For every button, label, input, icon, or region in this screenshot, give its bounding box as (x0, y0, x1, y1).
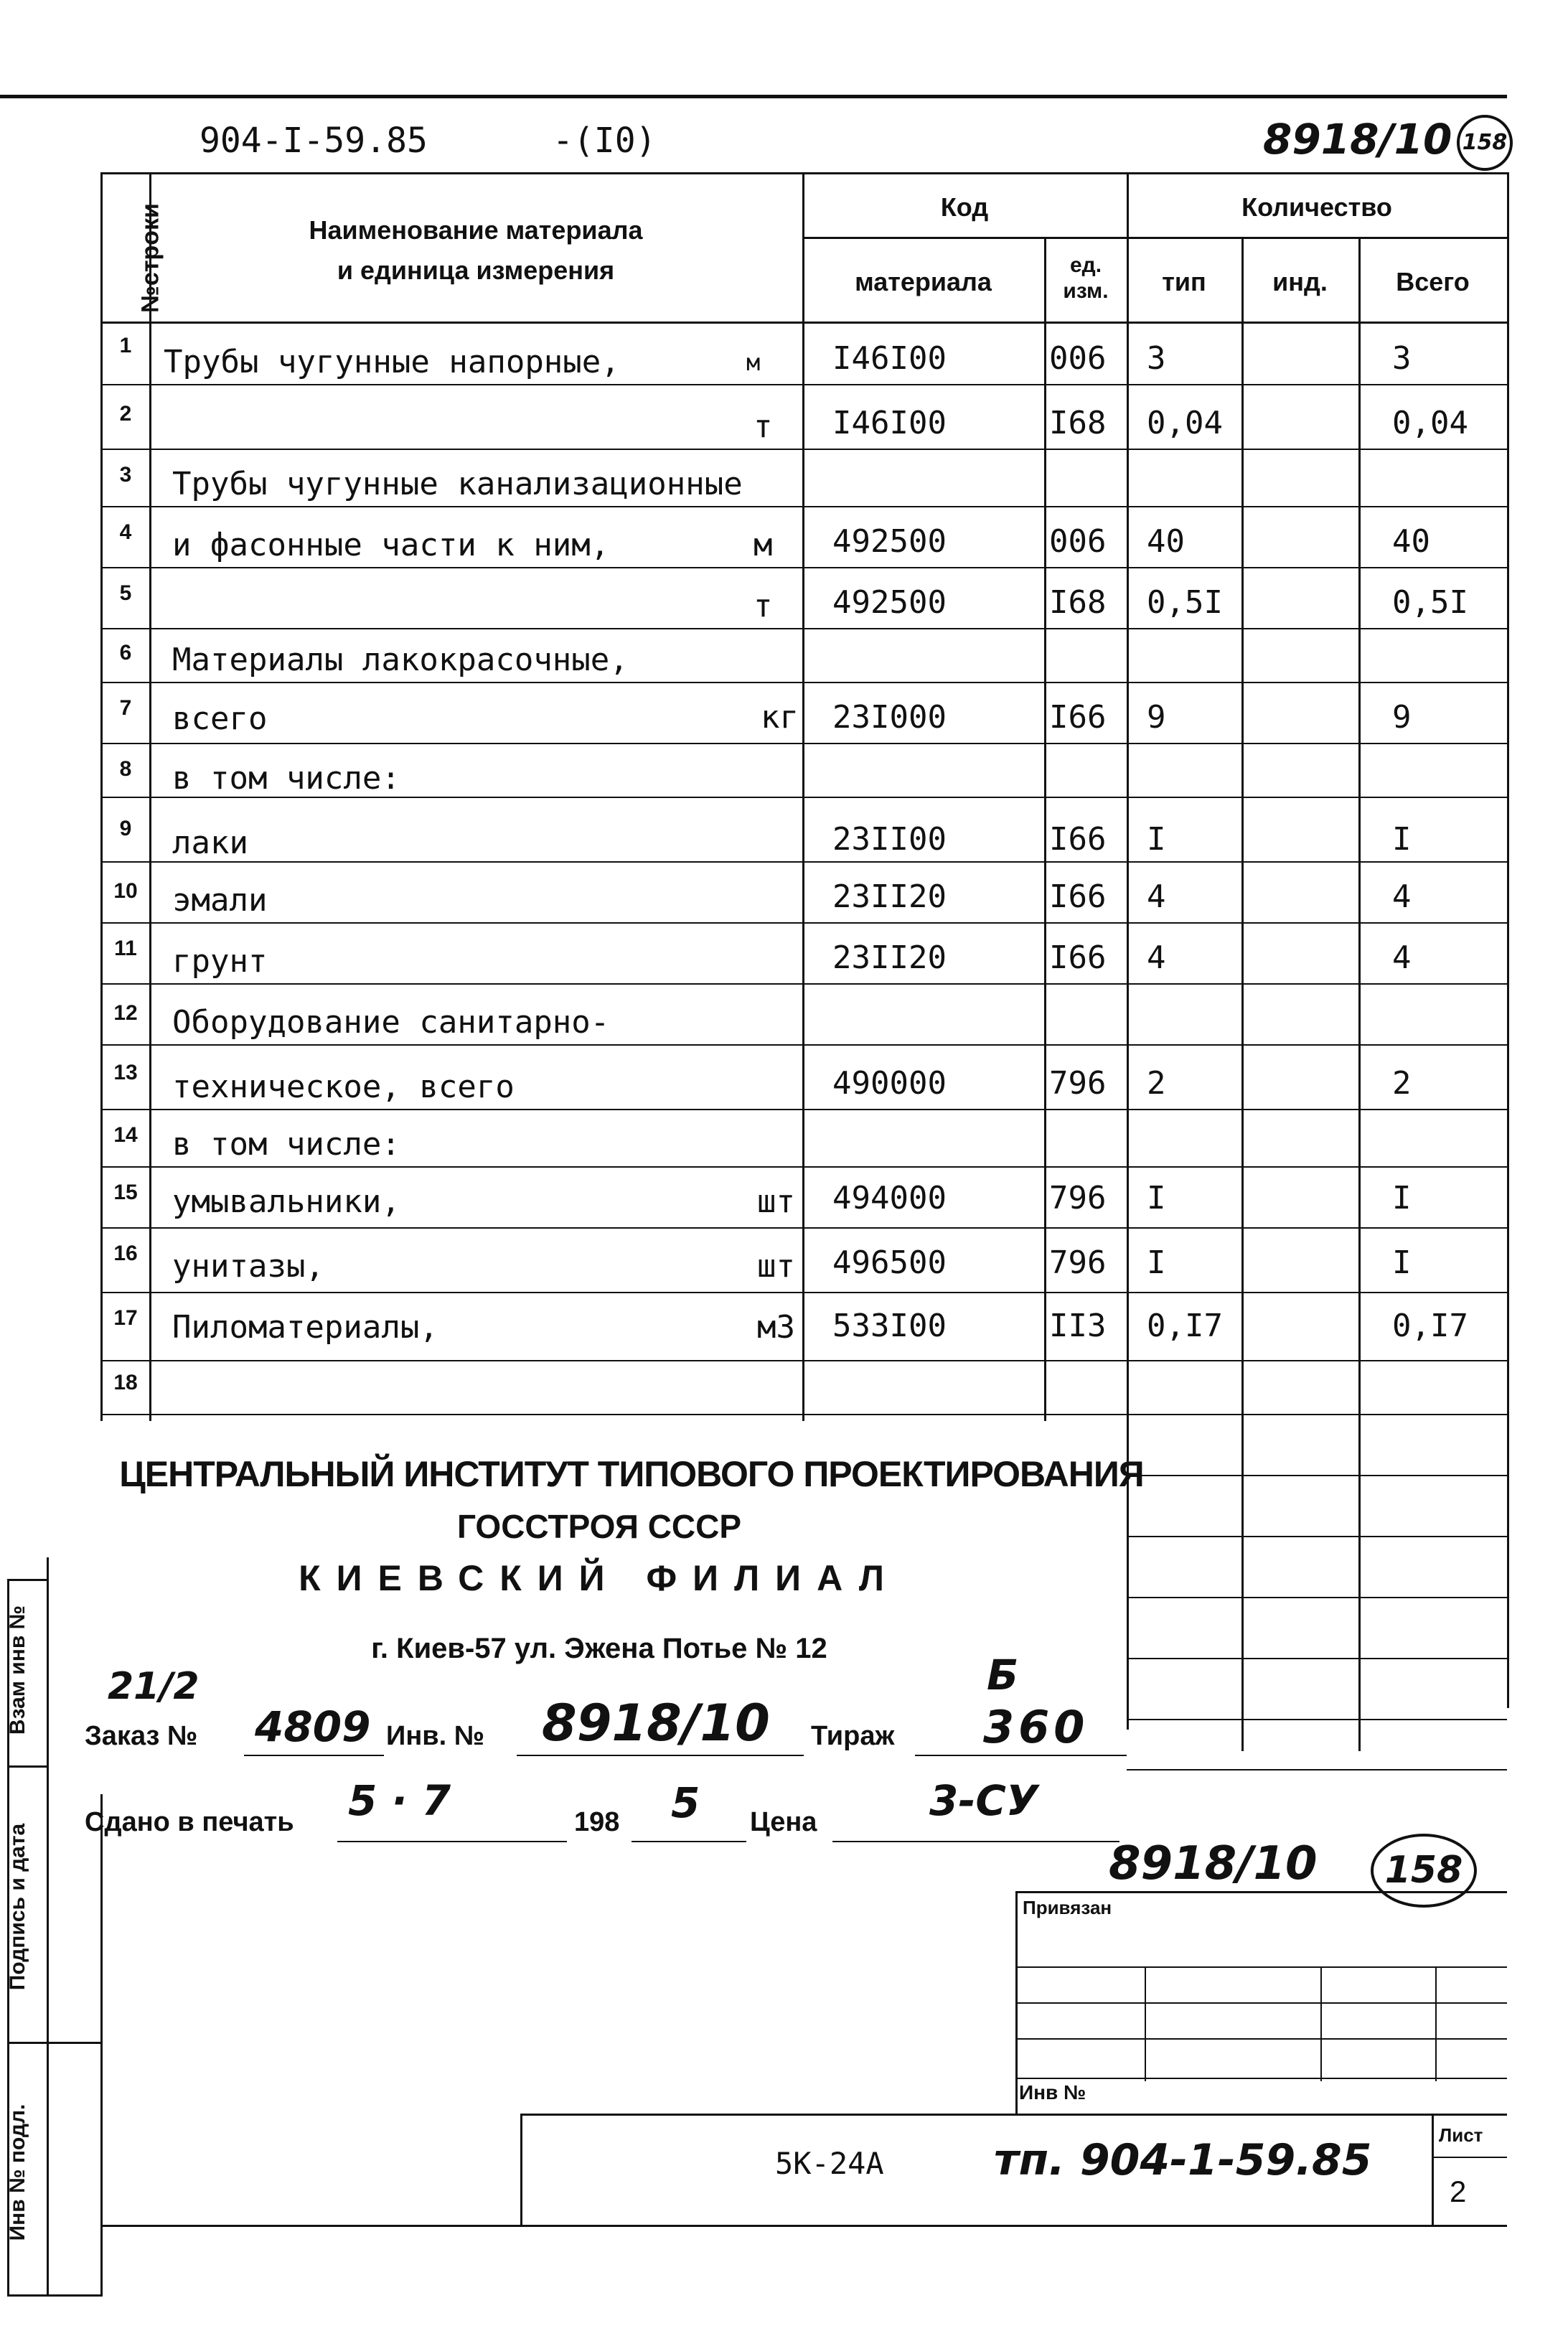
margin-hline (7, 2294, 100, 2297)
row-code: 23II20 (832, 939, 947, 976)
row-number: 17 (113, 1306, 138, 1330)
year-underline (632, 1841, 746, 1842)
row-rule (100, 1109, 1507, 1110)
row-ed: I66 (1049, 821, 1107, 858)
sheet-ref: 8918/10 (1263, 115, 1452, 164)
row-unit: м (746, 349, 761, 376)
right-grid-rule (1127, 1597, 1507, 1598)
right-grid-rule (1127, 1536, 1507, 1537)
row-code: I46I00 (832, 405, 947, 441)
row-code: 496500 (832, 1244, 947, 1281)
margin-label-inv-original: Инв № подл. (6, 2103, 29, 2241)
row-name: эмали (172, 882, 268, 919)
col-row-no-header: №строки (136, 203, 164, 313)
tb-rule (1015, 1891, 1507, 1893)
row-ed: I68 (1049, 405, 1107, 441)
right-grid-rule (1127, 1719, 1507, 1720)
table-hline-hdr (100, 322, 1507, 324)
row-name: Пиломатериалы, (172, 1309, 438, 1346)
tb-rule (1015, 2038, 1507, 2040)
sheet-circle-number: 158 (1462, 130, 1508, 155)
row-tip: 40 (1147, 523, 1185, 560)
tb-bottom-left (520, 2114, 522, 2225)
stamp-branch: КИЕВСКИЙ ФИЛИАЛ (299, 1558, 900, 1598)
row-tip: I (1147, 1180, 1166, 1216)
row-ed: 796 (1049, 1244, 1107, 1281)
row-tip: 4 (1147, 878, 1166, 915)
margin-hline (7, 1765, 47, 1768)
stamp-note-b: Б (987, 1651, 1019, 1699)
row-tip: I (1147, 1244, 1166, 1281)
row-total: 4 (1392, 878, 1412, 915)
row-name: Материалы лакокрасочные, (172, 642, 629, 678)
row-code: 533I00 (832, 1308, 947, 1344)
row-name: техническое, всего (172, 1069, 515, 1105)
row-total: 0,04 (1392, 405, 1468, 441)
row-total: 0,I7 (1392, 1308, 1468, 1344)
right-grid-rule (1127, 1769, 1507, 1770)
tb-project: тп. 904-1-59.85 (994, 2135, 1372, 2185)
stamp-institute: ЦЕНТРАЛЬНЫЙ ИНСТИТУТ ТИПОВОГО ПРОЕКТИРОВАНИЯ (119, 1454, 1144, 1494)
margin-vline (47, 1557, 49, 2297)
row-total: 40 (1392, 523, 1430, 560)
col-name-header-line2: и единица измерения (337, 255, 615, 285)
row-number: 7 (119, 696, 132, 720)
tb-rule (1015, 2002, 1507, 2004)
table-hline-subhdr (802, 237, 1507, 239)
row-name: всего (172, 700, 268, 737)
row-code: I46I00 (832, 340, 947, 377)
col-qty-header: Количество (1241, 192, 1392, 222)
price-label: Цена (750, 1807, 817, 1837)
row-rule (100, 449, 1507, 450)
row-number: 18 (113, 1371, 138, 1394)
row-total: I (1392, 821, 1412, 858)
row-number: 6 (119, 641, 132, 665)
row-tip: 0,5I (1147, 584, 1223, 621)
row-code: 23II00 (832, 821, 947, 858)
col-code-material-header: материала (855, 267, 992, 296)
row-tip: I (1147, 821, 1166, 858)
row-number: 13 (113, 1061, 138, 1084)
row-unit: кг (761, 699, 799, 736)
tb-rule (1015, 2078, 1507, 2079)
col-qty-ind-header: инд. (1272, 267, 1328, 296)
row-total: 3 (1392, 340, 1412, 377)
row-tip: 0,I7 (1147, 1308, 1223, 1344)
row-total: I (1392, 1244, 1412, 1281)
tb-vline (1320, 1966, 1322, 2081)
print-label: Сдано в печать (85, 1807, 294, 1837)
row-name: Оборудование санитарно- (172, 1004, 610, 1041)
row-ed: I68 (1049, 584, 1107, 621)
row-rule (100, 861, 1507, 863)
tb-sheet-label: Лист (1439, 2124, 1483, 2146)
run-label: Тираж (811, 1721, 895, 1751)
row-tip: 0,04 (1147, 405, 1223, 441)
year-digit: 5 (671, 1778, 700, 1827)
print-date: 5 · 7 (348, 1776, 451, 1825)
doc-suffix: -(I0) (553, 121, 657, 161)
row-number: 1 (119, 334, 132, 357)
order-underline (244, 1755, 384, 1756)
tb-vline (1435, 1966, 1437, 2081)
tb-sheet-rule (1432, 2157, 1507, 2158)
order-label: Заказ № (85, 1721, 198, 1751)
margin-label-replace-inv: Взам инв № (6, 1605, 29, 1735)
col-code-header: Код (940, 192, 989, 222)
run-value: 360 (983, 1701, 1089, 1753)
table-vline-unit (1127, 172, 1129, 1730)
row-ed: 006 (1049, 523, 1107, 560)
row-ed: 796 (1049, 1065, 1107, 1102)
price-underline (832, 1841, 1119, 1842)
row-total: 0,5I (1392, 584, 1468, 621)
stamp-gosstroy: ГОССТРОЯ СССР (456, 1508, 742, 1545)
row-name: Трубы чугунные канализационные (172, 466, 743, 502)
row-rule (100, 1414, 1507, 1415)
col-code-unit-header: ед. изм. (1063, 253, 1109, 303)
title-block-ref: 8918/10 (1109, 1837, 1318, 1890)
row-name: унитазы, (172, 1248, 324, 1285)
table-vline-ind (1358, 237, 1361, 1751)
row-number: 4 (119, 520, 132, 544)
bottom-border (100, 2225, 1507, 2227)
row-tip: 9 (1147, 699, 1166, 736)
title-block-ref-circle-number: 158 (1384, 1849, 1463, 1892)
price-value: 3-СУ (929, 1776, 1038, 1825)
tb-vline (1015, 1891, 1018, 2114)
row-number: 9 (119, 817, 132, 840)
row-code: 23II20 (832, 878, 947, 915)
row-total: 2 (1392, 1065, 1412, 1102)
stamp-note-21-2: 21/2 (108, 1665, 199, 1708)
table-vline-tip (1241, 237, 1244, 1751)
row-number: 5 (119, 581, 132, 605)
inv-label: Инв. № (386, 1721, 485, 1751)
row-name: умывальники, (172, 1183, 400, 1220)
inv-value: 8918/10 (542, 1694, 770, 1753)
tb-vline (1145, 1966, 1146, 2081)
row-ed: 796 (1049, 1180, 1107, 1216)
run-underline (915, 1755, 1127, 1756)
row-rule (100, 1360, 1507, 1361)
row-name: в том числе: (172, 1126, 400, 1163)
table-vline-right (1507, 172, 1509, 1708)
margin-vline (100, 1794, 103, 2297)
row-name: лаки (172, 825, 248, 861)
row-unit: шт (757, 1248, 795, 1285)
row-total: 4 (1392, 939, 1412, 976)
tb-bottom-top (520, 2114, 1507, 2116)
row-rule (100, 983, 1507, 985)
row-name: и фасонные части к ним, (172, 527, 610, 563)
sheet-circle (1457, 115, 1513, 171)
row-number: 8 (119, 757, 132, 781)
row-number: 12 (113, 1001, 138, 1025)
row-number: 11 (114, 937, 137, 960)
table-vline-code (1044, 237, 1046, 1421)
row-ed: I66 (1049, 699, 1107, 736)
tb-code: 5К-24А (775, 2146, 884, 2181)
tb-privyazan-label: Привязан (1023, 1897, 1112, 1918)
year-prefix: 198 (574, 1807, 620, 1837)
row-tip: 3 (1147, 340, 1166, 377)
row-ed: 006 (1049, 340, 1107, 377)
row-code: 23I000 (832, 699, 947, 736)
row-total: 9 (1392, 699, 1412, 736)
row-tip: 2 (1147, 1065, 1166, 1102)
margin-label-signature-date: Подпись и дата (6, 1823, 29, 1991)
table-hline-top (100, 172, 1507, 174)
row-name: грунт (172, 943, 268, 980)
row-rule (100, 922, 1507, 924)
doc-code: 904-I-59.85 (199, 121, 428, 161)
row-name: в том числе: (172, 760, 400, 797)
title-block-ref-circle (1371, 1834, 1477, 1908)
top-rule (0, 95, 1507, 98)
row-name: Трубы чугунные напорные, (164, 344, 620, 380)
tb-rule (1015, 1966, 1507, 1968)
row-total: I (1392, 1180, 1412, 1216)
row-rule (100, 682, 1507, 683)
row-rule (100, 1166, 1507, 1168)
order-value: 4809 (255, 1702, 371, 1751)
row-unit: т (754, 408, 773, 445)
row-unit: шт (757, 1183, 795, 1220)
row-rule (100, 1227, 1507, 1229)
row-tip: 4 (1147, 939, 1166, 976)
row-unit: т (754, 588, 773, 624)
row-number: 2 (119, 402, 132, 426)
tb-inv-label: Инв № (1019, 2081, 1086, 2103)
row-number: 10 (113, 879, 138, 903)
row-rule (100, 506, 1507, 507)
row-number: 15 (113, 1181, 138, 1204)
row-unit: м (754, 527, 773, 563)
row-code: 492500 (832, 584, 947, 621)
row-rule (100, 1044, 1507, 1046)
row-number: 14 (113, 1123, 138, 1147)
stamp-address: г. Киев-57 ул. Эжена Потье № 12 (371, 1633, 827, 1664)
right-grid-rule (1127, 1658, 1507, 1659)
row-rule (100, 384, 1507, 385)
row-rule (100, 567, 1507, 568)
row-ed: II3 (1049, 1308, 1107, 1344)
row-rule (100, 628, 1507, 629)
row-ed: I66 (1049, 878, 1107, 915)
print-underline (337, 1841, 567, 1842)
row-rule (100, 1292, 1507, 1293)
row-number: 3 (119, 463, 132, 487)
col-name-header-line1: Наименование материала (309, 215, 643, 245)
row-unit: м3 (757, 1309, 795, 1346)
col-qty-total-header: Всего (1396, 267, 1470, 296)
row-code: 494000 (832, 1180, 947, 1216)
row-number: 16 (113, 1242, 138, 1265)
inv-underline (517, 1755, 804, 1756)
tb-sheet-number: 2 (1450, 2175, 1467, 2208)
row-code: 490000 (832, 1065, 947, 1102)
row-code: 492500 (832, 523, 947, 560)
col-qty-type-header: тип (1162, 267, 1206, 296)
margin-hline (7, 2042, 100, 2044)
row-ed: I66 (1049, 939, 1107, 976)
row-rule (100, 743, 1507, 744)
tb-sheet-divider (1432, 2114, 1434, 2225)
